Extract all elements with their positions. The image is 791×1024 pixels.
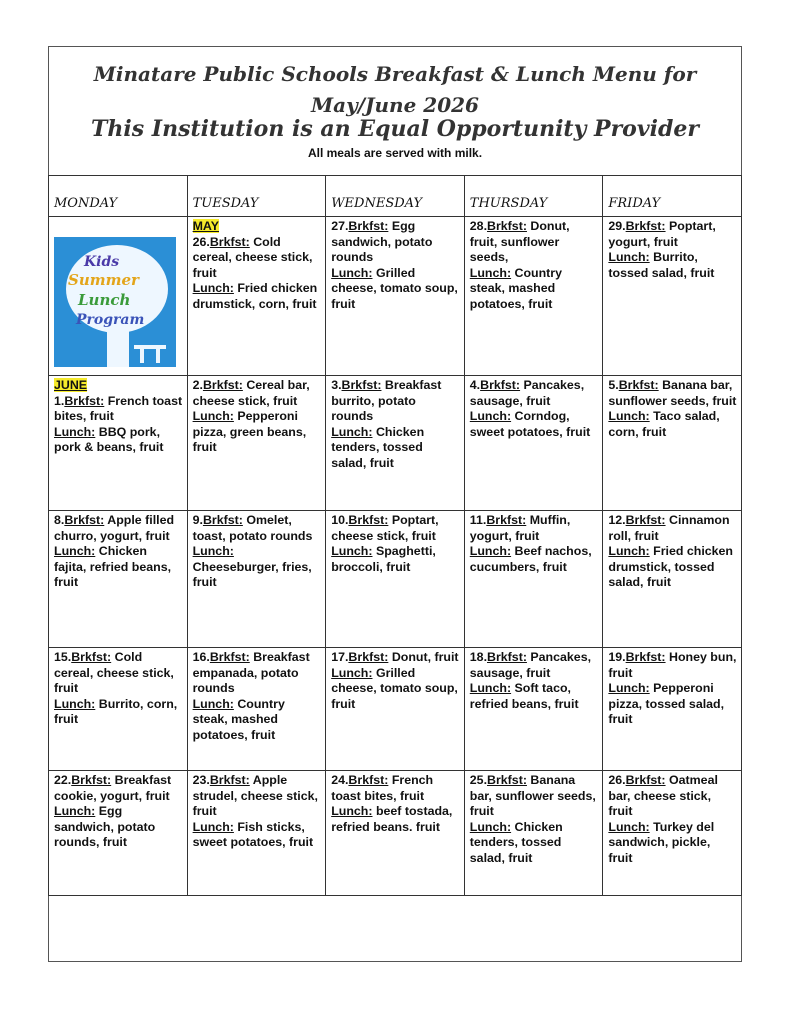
day-cell-monday bbox=[49, 648, 188, 771]
breakfast-label: Brkfst: bbox=[625, 513, 666, 527]
logo-word: Lunch bbox=[78, 291, 131, 309]
day-number: 12. bbox=[608, 513, 626, 527]
day-number: 27. bbox=[331, 219, 349, 233]
breakfast-label: Brkfst: bbox=[64, 513, 105, 527]
breakfast-items: French toast bites, fruit bbox=[54, 393, 183, 424]
week-row bbox=[49, 376, 742, 511]
day-cell-tuesday bbox=[187, 376, 326, 511]
day-cell-wednesday bbox=[326, 648, 465, 771]
lunch-items: Spaghetti, broccoli, fruit bbox=[331, 544, 436, 574]
lunch-items: Burrito, tossed salad, fruit bbox=[608, 250, 715, 280]
lunch-label: Lunch: bbox=[192, 409, 234, 424]
lunch-label: Lunch: bbox=[192, 819, 234, 834]
breakfast-label: Brkfst: bbox=[348, 219, 389, 233]
lunch-items: BBQ pork, pork & beans, fruit bbox=[54, 424, 164, 455]
day-number: 1. bbox=[54, 393, 65, 408]
lunch-label: Lunch: bbox=[331, 544, 373, 559]
breakfast-items: Oatmeal bar, cheese stick, fruit bbox=[608, 773, 718, 819]
day-number: 26. bbox=[608, 773, 626, 787]
lunch-label: Lunch: bbox=[608, 409, 650, 424]
logo-word: Summer bbox=[68, 271, 139, 289]
kids-summer-lunch-program-logo bbox=[54, 237, 176, 367]
lunch-items: Taco salad, corn, fruit bbox=[608, 409, 720, 439]
breakfast-label: Brkfst: bbox=[64, 393, 105, 408]
day-cell-monday bbox=[49, 217, 188, 376]
header-thursday: THURSDAY bbox=[464, 176, 603, 217]
day-cell-tuesday bbox=[187, 771, 326, 896]
breakfast-label: Brkfst: bbox=[209, 650, 250, 664]
week-row bbox=[49, 648, 742, 771]
breakfast-items: Poptart, yogurt, fruit bbox=[608, 219, 716, 249]
picnic-table-graphic bbox=[134, 345, 166, 349]
menu-date: May/June 2026 bbox=[311, 93, 479, 117]
lunch-items: Country steak, mashed potatoes, fruit bbox=[192, 696, 285, 742]
lunch-items: Grilled cheese, tomato soup, fruit bbox=[331, 265, 458, 311]
day-cell-friday bbox=[603, 376, 742, 511]
day-cell-friday bbox=[603, 648, 742, 771]
lunch-label: Lunch: bbox=[469, 265, 512, 280]
day-cell-wednesday bbox=[326, 771, 465, 896]
lunch-items: Pepperoni pizza, green beans, fruit bbox=[192, 409, 307, 455]
lunch-items: Fish sticks, sweet potatoes, fruit bbox=[192, 819, 314, 850]
day-number: 9. bbox=[192, 513, 203, 527]
day-number: 11. bbox=[469, 513, 487, 527]
day-number: 18. bbox=[469, 650, 488, 664]
day-cell-wednesday bbox=[326, 217, 465, 376]
lunch-label: Lunch: bbox=[469, 409, 512, 424]
lunch-items: Soft taco, refried beans, fruit bbox=[469, 681, 579, 711]
day-number: 4. bbox=[469, 378, 481, 392]
day-number: 24. bbox=[331, 773, 349, 787]
breakfast-items: Cold cereal, cheese stick, fruit bbox=[192, 234, 313, 280]
day-number: 16. bbox=[192, 650, 210, 664]
lunch-items: Chicken tenders, tossed salad, fruit bbox=[469, 819, 563, 865]
day-number: 10. bbox=[331, 513, 349, 527]
lunch-items: Grilled cheese, tomato soup, fruit bbox=[331, 665, 458, 711]
breakfast-items: Breakfast cookie, yogurt, fruit bbox=[54, 773, 172, 803]
breakfast-items: Honey bun, fruit bbox=[608, 650, 737, 680]
lunch-items: Chicken tenders, tossed salad, fruit bbox=[331, 424, 425, 470]
breakfast-label: Brkfst: bbox=[487, 773, 527, 787]
menu-calendar bbox=[48, 175, 742, 896]
day-cell-tuesday bbox=[187, 511, 326, 648]
lunch-label: Lunch: bbox=[192, 696, 234, 711]
breakfast-items: Poptart, cheese stick, fruit bbox=[331, 513, 439, 543]
day-cell-monday bbox=[49, 511, 188, 648]
breakfast-label: Brkfst: bbox=[487, 650, 527, 664]
picnic-table-leg bbox=[140, 349, 144, 363]
menu-title: Minatare Public Schools Breakfast & Lunch Menu for bbox=[93, 62, 697, 86]
breakfast-label: Brkfst: bbox=[348, 513, 389, 527]
day-number: 22. bbox=[54, 773, 72, 787]
breakfast-items: Banana bar, sunflower seeds, fruit bbox=[469, 773, 596, 819]
day-cell-thursday bbox=[464, 376, 603, 511]
breakfast-label: Brkfst: bbox=[625, 650, 666, 664]
breakfast-label: Brkfst: bbox=[71, 773, 112, 787]
breakfast-items: Egg sandwich, potato rounds bbox=[331, 219, 433, 265]
logo-word: Kids bbox=[84, 254, 120, 270]
breakfast-label: Brkfst: bbox=[348, 773, 389, 787]
day-number: 28. bbox=[469, 219, 488, 233]
day-number: 26. bbox=[192, 234, 210, 249]
day-cell-tuesday bbox=[187, 217, 326, 376]
lunch-label: Lunch: bbox=[331, 665, 373, 680]
breakfast-label: Brkfst: bbox=[209, 773, 250, 787]
breakfast-label: Brkfst: bbox=[202, 378, 243, 392]
day-number: 17. bbox=[331, 650, 349, 664]
lunch-label: Lunch: bbox=[54, 544, 96, 559]
day-cell-friday bbox=[603, 511, 742, 648]
day-cell-wednesday bbox=[326, 511, 465, 648]
day-number: 15. bbox=[54, 650, 72, 664]
day-number: 2. bbox=[192, 378, 203, 392]
lunch-items: Fried chicken drumstick, tossed salad, fruit bbox=[608, 544, 734, 590]
lunch-items: Cheeseburger, fries, fruit bbox=[192, 559, 312, 590]
breakfast-label: Brkfst: bbox=[202, 513, 243, 527]
day-cell-thursday bbox=[464, 511, 603, 648]
breakfast-label: Brkfst: bbox=[487, 219, 527, 233]
day-cell-wednesday bbox=[326, 376, 465, 511]
logo-word: Program bbox=[76, 312, 145, 328]
month-label: MAY bbox=[192, 219, 219, 233]
day-cell-monday bbox=[49, 771, 188, 896]
lunch-items: Fried chicken drumstick, corn, fruit bbox=[192, 281, 318, 311]
lunch-label: Lunch: bbox=[469, 544, 512, 559]
header-wednesday: WEDNESDAY bbox=[326, 176, 465, 217]
day-number: 23. bbox=[192, 773, 210, 787]
breakfast-items: Cold cereal, cheese stick, fruit bbox=[54, 650, 174, 696]
day-cell-friday bbox=[603, 217, 742, 376]
breakfast-label: Brkfst: bbox=[209, 234, 250, 249]
day-number: 5. bbox=[608, 378, 619, 392]
tree-trunk-graphic bbox=[107, 325, 129, 367]
breakfast-items: Omelet, toast, potato rounds bbox=[192, 513, 313, 543]
lunch-label: Lunch: bbox=[608, 544, 650, 559]
breakfast-items: Cereal bar, cheese stick, fruit bbox=[192, 378, 310, 408]
day-cell-friday bbox=[603, 771, 742, 896]
lunch-label: Lunch: bbox=[54, 804, 96, 819]
breakfast-label: Brkfst: bbox=[618, 378, 659, 392]
breakfast-items: Pancakes, sausage, fruit bbox=[469, 650, 592, 680]
lunch-label: Lunch: bbox=[608, 819, 650, 834]
header-friday: FRIDAY bbox=[603, 176, 742, 217]
breakfast-items: Donut, fruit bbox=[391, 650, 459, 664]
lunch-label: Lunch: bbox=[54, 424, 96, 439]
day-cell-monday bbox=[49, 376, 188, 511]
breakfast-label: Brkfst: bbox=[486, 513, 527, 527]
day-number: 3. bbox=[331, 378, 342, 392]
day-cell-thursday bbox=[464, 217, 603, 376]
lunch-items: Beef nachos, cucumbers, fruit bbox=[469, 544, 592, 574]
lunch-label: Lunch: bbox=[54, 696, 96, 711]
lunch-items: beef tostada, refried beans. fruit bbox=[331, 804, 453, 834]
header-monday: MONDAY bbox=[49, 176, 188, 217]
lunch-label: Lunch: bbox=[608, 681, 650, 696]
equal-opportunity-statement: This Institution is an Equal Opportunity Provider bbox=[91, 116, 699, 142]
breakfast-items: Donut, fruit, sunflower seeds, bbox=[469, 219, 570, 265]
lunch-items: Corndog, sweet potatoes, fruit bbox=[469, 409, 591, 439]
lunch-label: Lunch: bbox=[192, 544, 234, 559]
week-row bbox=[49, 771, 742, 896]
lunch-label: Lunch: bbox=[469, 819, 512, 834]
breakfast-items: Muffin, yogurt, fruit bbox=[469, 513, 571, 543]
breakfast-items: Apple filled churro, yogurt, fruit bbox=[54, 513, 175, 543]
breakfast-items: Breakfast empanada, potato rounds bbox=[192, 650, 310, 696]
breakfast-label: Brkfst: bbox=[71, 650, 112, 664]
breakfast-label: Brkfst: bbox=[625, 773, 666, 787]
breakfast-label: Brkfst: bbox=[341, 378, 382, 392]
breakfast-items: Banana bar, sunflower seeds, fruit bbox=[608, 378, 737, 408]
lunch-label: Lunch: bbox=[192, 281, 234, 296]
day-cell-tuesday bbox=[187, 648, 326, 771]
breakfast-items: Cinnamon roll, fruit bbox=[608, 513, 730, 543]
breakfast-items: French toast bites, fruit bbox=[331, 773, 434, 803]
breakfast-items: Apple strudel, cheese stick, fruit bbox=[192, 773, 318, 819]
lunch-label: Lunch: bbox=[331, 804, 373, 819]
lunch-label: Lunch: bbox=[469, 681, 512, 696]
lunch-items: Turkey del sandwich, pickle, fruit bbox=[608, 819, 715, 865]
picnic-table-leg bbox=[156, 349, 160, 363]
day-number: 25. bbox=[469, 773, 488, 787]
lunch-label: Lunch: bbox=[331, 424, 373, 439]
breakfast-label: Brkfst: bbox=[348, 650, 389, 664]
lunch-items: Burrito, corn, fruit bbox=[54, 696, 178, 727]
lunch-label: Lunch: bbox=[331, 265, 373, 280]
day-cell-thursday bbox=[464, 648, 603, 771]
header-tuesday: TUESDAY bbox=[187, 176, 326, 217]
lunch-items: Chicken fajita, refried beans, fruit bbox=[54, 544, 172, 590]
lunch-items: Country steak, mashed potatoes, fruit bbox=[469, 265, 563, 311]
breakfast-items: Pancakes, sausage, fruit bbox=[469, 378, 585, 408]
breakfast-label: Brkfst: bbox=[480, 378, 521, 392]
day-number: 29. bbox=[608, 219, 626, 233]
week-row bbox=[49, 511, 742, 648]
lunch-items: Pepperoni pizza, tossed salad, fruit bbox=[608, 681, 725, 727]
week-row bbox=[49, 217, 742, 376]
breakfast-label: Brkfst: bbox=[625, 219, 666, 233]
lunch-items: Egg sandwich, potato rounds, fruit bbox=[54, 804, 156, 850]
day-number: 19. bbox=[608, 650, 626, 664]
month-label: JUNE bbox=[54, 378, 88, 392]
day-cell-thursday bbox=[464, 771, 603, 896]
day-number: 8. bbox=[54, 513, 65, 527]
weekday-header-row bbox=[49, 176, 742, 217]
milk-note: All meals are served with milk. bbox=[307, 146, 483, 160]
lunch-label: Lunch: bbox=[608, 250, 650, 265]
breakfast-items: Breakfast burrito, potato rounds bbox=[331, 378, 442, 424]
